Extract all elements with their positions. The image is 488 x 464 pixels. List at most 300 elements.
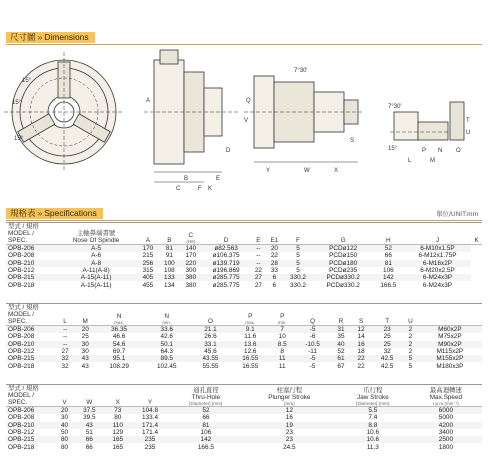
t1-cell: 6-M12x1.75P bbox=[418, 252, 457, 260]
column-header-k: K bbox=[471, 223, 482, 245]
model-cell: OPB-212 bbox=[8, 348, 35, 356]
label-U: U bbox=[466, 130, 471, 136]
t3-cell: 6000 bbox=[410, 407, 482, 415]
jaw-header-unit: [Diameter] (mm) bbox=[356, 401, 390, 406]
plunger-header-unit: (mm) bbox=[284, 401, 295, 406]
t3-cell: 171.4 bbox=[131, 422, 169, 429]
speed-header-cn: 最高迴轉速 bbox=[429, 387, 462, 394]
table-row bbox=[6, 407, 482, 415]
t1-cell: A-15(A-11) bbox=[80, 281, 112, 289]
side-view-drawing bbox=[144, 50, 239, 182]
t2-cell: 21.1 bbox=[191, 326, 231, 334]
t3-cell: 166.5 bbox=[197, 443, 214, 451]
table-row bbox=[6, 267, 482, 274]
model-cell: OPB-210 bbox=[6, 260, 55, 267]
column-header-f: F bbox=[283, 223, 313, 245]
unit-label: 單位/UNIT:mm bbox=[436, 211, 478, 218]
t2-cell: 25 bbox=[81, 333, 89, 341]
t2-cell: 33.6 bbox=[143, 326, 191, 334]
t1-cell: ø106.375 bbox=[212, 252, 240, 260]
label-X: X bbox=[334, 168, 339, 174]
t3-cell: 12 bbox=[243, 407, 336, 415]
model-header-line: 型式 / 規格 bbox=[8, 223, 39, 230]
plunger-header-en: Plunger Stroke bbox=[268, 394, 311, 401]
jaw-header-cn: 爪行程 bbox=[363, 387, 383, 394]
column-header-thru bbox=[169, 385, 243, 407]
t3-cell: 73 bbox=[104, 407, 131, 415]
model-cell: OPB-208 bbox=[8, 414, 35, 422]
t1-cell: 5 bbox=[283, 260, 313, 267]
model-cell: OPB-218 bbox=[8, 362, 35, 370]
t2-cell: 32 bbox=[61, 362, 69, 370]
t2-cell: 30 bbox=[75, 341, 95, 348]
t2-cell: 7 bbox=[270, 326, 294, 334]
label-D: D bbox=[226, 148, 231, 154]
specifications-tag bbox=[6, 208, 103, 219]
label-E: E bbox=[216, 176, 221, 182]
t1-cell: A-11(A-8) bbox=[82, 267, 110, 275]
t2-cell: 54.6 bbox=[95, 341, 143, 348]
t2-cell: 31 bbox=[331, 326, 351, 334]
column-subheader: min. bbox=[277, 320, 287, 325]
table-row bbox=[6, 274, 482, 281]
model-cell: OPB-208 bbox=[8, 252, 35, 260]
t1-cell: PCDø180 bbox=[313, 260, 373, 267]
t3-cell: 235 bbox=[144, 443, 156, 451]
t2-cell: 22 bbox=[351, 355, 371, 362]
model-cell: OPB-215 bbox=[6, 274, 55, 281]
t2-cell: -10.5 bbox=[294, 341, 331, 348]
spec-table-1 bbox=[6, 222, 482, 289]
table-row bbox=[6, 414, 482, 421]
model-cell: OPB-212 bbox=[8, 429, 35, 437]
t1-cell: ø139.719 bbox=[202, 260, 251, 267]
column-header-u: U bbox=[403, 304, 418, 326]
thru-header-unit: [Diameter] (mm) bbox=[189, 401, 223, 406]
label-A: A bbox=[146, 98, 151, 104]
t3-cell: 8.8 bbox=[336, 422, 410, 429]
label-P: P bbox=[422, 148, 427, 154]
t2-cell: 45.6 bbox=[204, 348, 217, 356]
t1-cell: 330.2 bbox=[283, 274, 313, 281]
column-header-n: N max. bbox=[95, 304, 143, 326]
label-Y: Y bbox=[266, 168, 271, 174]
t2-cell: 42.5 bbox=[380, 362, 394, 370]
column-header-jaw bbox=[336, 385, 410, 407]
t3-cell: 106 bbox=[200, 429, 212, 437]
t2-cell: 11 bbox=[278, 362, 286, 370]
t3-cell: 165 bbox=[112, 443, 124, 451]
t3-cell: 80 bbox=[114, 414, 122, 422]
column-header-p: P max. bbox=[230, 304, 270, 326]
column-header-e: E bbox=[251, 223, 266, 245]
t2-cell: M155x2P bbox=[418, 355, 482, 362]
t2-cell: 8.5 bbox=[270, 341, 294, 348]
t1-cell: 315 bbox=[142, 267, 154, 275]
dimension-drawings bbox=[4, 42, 484, 202]
table-row bbox=[6, 362, 482, 369]
t1-cell: 66 bbox=[384, 252, 392, 260]
table-row bbox=[6, 443, 482, 450]
model-header-line: MODEL / bbox=[8, 392, 35, 399]
t2-cell: 11.6 bbox=[244, 333, 257, 341]
front-view-drawing bbox=[4, 52, 124, 172]
t3-cell: 80 bbox=[55, 436, 74, 443]
t1-cell: 6 bbox=[266, 274, 283, 281]
t2-cell: 102.45 bbox=[156, 362, 177, 370]
t1-cell: 5 bbox=[296, 267, 300, 275]
t2-cell: M75x2P bbox=[438, 333, 462, 341]
double-chevron-icon: » bbox=[37, 32, 43, 42]
column-header-v: V bbox=[55, 385, 74, 407]
t1-cell: 166.5 bbox=[380, 281, 397, 289]
t1-cell: 27 bbox=[254, 281, 262, 289]
t2-cell: 16 bbox=[351, 341, 371, 348]
section-view-drawing bbox=[244, 76, 364, 162]
dimensions-label-en: Dimensions bbox=[44, 32, 89, 42]
t1-cell: 27 bbox=[251, 274, 266, 281]
t3-cell: 43 bbox=[74, 422, 104, 429]
t3-cell: 23 bbox=[285, 429, 293, 437]
t1-cell: 5 bbox=[283, 245, 313, 253]
model-header-line: 型式 / 規格 bbox=[8, 304, 39, 311]
t2-cell: 22 bbox=[357, 362, 365, 370]
model-cell: OPB-218 bbox=[8, 281, 35, 289]
column-header-t: T bbox=[371, 304, 403, 326]
t1-cell: 6-M16x2P bbox=[404, 260, 472, 267]
t1-cell: 134 bbox=[164, 281, 175, 289]
t2-cell: -- bbox=[55, 341, 75, 348]
t2-cell: 2 bbox=[408, 333, 413, 341]
t3-cell: 52 bbox=[169, 407, 243, 415]
t1-cell: 20 bbox=[266, 245, 283, 253]
t3-cell: 30 bbox=[61, 414, 69, 422]
t2-cell: 16.55 bbox=[242, 362, 259, 370]
t2-cell: 25 bbox=[371, 341, 403, 348]
table-row bbox=[6, 252, 482, 259]
t1-cell: ø82.563 bbox=[202, 245, 251, 253]
t1-cell: PCDø122 bbox=[313, 245, 373, 253]
t1-cell: 170 bbox=[137, 245, 158, 253]
t1-cell: ø285.775 bbox=[202, 274, 251, 281]
t1-cell: ø285.775 bbox=[212, 281, 240, 289]
model-cell: OPB-215 bbox=[6, 355, 55, 362]
t3-cell: 1800 bbox=[438, 443, 453, 451]
label-B: B bbox=[184, 176, 189, 182]
model-header-line: SPEC. bbox=[8, 318, 28, 325]
t3-cell: 39.5 bbox=[83, 414, 96, 422]
model-cell: OPB-206 bbox=[6, 407, 55, 415]
t1-cell: 106 bbox=[383, 267, 394, 275]
label-F: F bbox=[198, 186, 202, 192]
label-W: W bbox=[304, 168, 310, 174]
column-header-y: Y bbox=[131, 385, 169, 407]
t1-cell: 5 bbox=[296, 252, 300, 260]
label-N: N bbox=[438, 148, 443, 154]
model-cell: OPB-218 bbox=[8, 443, 35, 451]
model-cell: OPB-210 bbox=[6, 341, 55, 348]
t3-cell: 20 bbox=[55, 407, 74, 415]
t2-cell: 8 bbox=[280, 348, 284, 356]
column-header-b: B bbox=[159, 223, 180, 245]
t1-cell: PCDø330.2 bbox=[313, 274, 373, 281]
t2-cell: 12 bbox=[351, 326, 371, 334]
table-row bbox=[6, 260, 482, 267]
model-header-line: MODEL / bbox=[8, 230, 35, 237]
nose-header-cn: 主軸鼻端書號 bbox=[76, 230, 116, 237]
t2-cell: 16.55 bbox=[230, 355, 270, 362]
t2-cell: M180x3P bbox=[436, 362, 464, 370]
t3-cell: 133.4 bbox=[142, 414, 159, 422]
t1-cell: 108 bbox=[164, 267, 175, 275]
t3-cell: 3400 bbox=[438, 429, 453, 437]
t3-cell: 2500 bbox=[410, 436, 482, 443]
t1-cell: 256 bbox=[137, 260, 158, 267]
t1-cell: PCDø330.2 bbox=[326, 281, 360, 289]
t1-cell: 6-M20x2.5P bbox=[420, 267, 455, 275]
spec-table-2 bbox=[6, 303, 482, 370]
t3-cell: 51 bbox=[85, 429, 93, 437]
model-cell: OPB-215 bbox=[6, 436, 55, 443]
t2-cell: 27 bbox=[61, 348, 69, 356]
specifications-section-header bbox=[6, 208, 482, 221]
t3-cell: 10.6 bbox=[336, 436, 410, 443]
t2-cell: 23 bbox=[371, 326, 403, 334]
t1-cell: 33 bbox=[270, 267, 278, 275]
t2-cell: 20 bbox=[75, 326, 95, 334]
t2-cell: -- bbox=[55, 326, 75, 334]
t2-cell: 25 bbox=[383, 333, 391, 341]
model-cell: OPB-206 bbox=[6, 326, 55, 334]
table-row bbox=[6, 281, 482, 288]
angle-label-7-30-b: 7°30' bbox=[388, 104, 402, 110]
t1-cell: 100 bbox=[159, 260, 180, 267]
t2-cell: 67 bbox=[337, 362, 345, 370]
t2-cell: 9.1 bbox=[230, 326, 270, 334]
label-M: M bbox=[430, 158, 435, 164]
column-subheader: min. bbox=[162, 320, 172, 325]
specifications-label-cn: 規格表 bbox=[10, 208, 36, 218]
column-header-e1: E1 bbox=[266, 223, 283, 245]
table-row bbox=[6, 422, 482, 429]
t3-cell: 142 bbox=[169, 436, 243, 443]
t2-cell: 32 bbox=[55, 355, 75, 362]
t1-cell: A-8 bbox=[55, 260, 137, 267]
t3-cell: 11.3 bbox=[366, 443, 379, 451]
t1-cell: 170 bbox=[185, 252, 197, 260]
t3-cell: 5000 bbox=[438, 414, 453, 422]
t1-cell: 380 bbox=[180, 274, 201, 281]
label-Q: Q bbox=[246, 98, 251, 104]
t2-cell: 2 bbox=[408, 348, 413, 356]
angle-label-7-30: 7°30' bbox=[294, 68, 308, 74]
t1-cell: A-5 bbox=[55, 245, 137, 253]
t2-cell: 30 bbox=[81, 348, 89, 356]
t3-cell: 66 bbox=[202, 414, 210, 422]
model-header-line: SPEC. bbox=[8, 237, 28, 244]
table-row bbox=[6, 348, 482, 355]
t3-cell: 66 bbox=[85, 443, 93, 451]
model-cell: OPB-210 bbox=[6, 422, 55, 429]
t1-cell: 22 bbox=[254, 267, 262, 275]
t1-cell: 140 bbox=[180, 245, 201, 253]
t1-cell: 81 bbox=[159, 245, 180, 253]
double-chevron-icon: » bbox=[37, 208, 43, 218]
t3-cell: 110 bbox=[104, 422, 131, 429]
column-header-speed bbox=[410, 385, 482, 407]
t2-cell: 89.5 bbox=[143, 355, 191, 362]
speed-header-unit: r.p.m.(min⁻¹) bbox=[432, 401, 459, 406]
t2-cell: 95.1 bbox=[95, 355, 143, 362]
model-header-cell bbox=[6, 223, 55, 245]
column-header-x: X bbox=[104, 385, 131, 407]
t2-cell: 43 bbox=[75, 355, 95, 362]
t2-cell: M60x2P bbox=[418, 326, 482, 334]
t1-cell: 133 bbox=[159, 274, 180, 281]
t1-cell: ø196.869 bbox=[212, 267, 240, 275]
t2-cell: -5 bbox=[294, 326, 331, 334]
column-header-n: N min. bbox=[143, 304, 191, 326]
model-header-cell bbox=[6, 304, 55, 326]
column-header-q: Q bbox=[294, 304, 331, 326]
t2-cell: -11 bbox=[308, 348, 317, 356]
t2-cell: 46.6 bbox=[112, 333, 126, 341]
t2-cell: 14 bbox=[357, 333, 365, 341]
t1-cell: PCDø150 bbox=[329, 252, 358, 260]
speed-header-en: Max.Speed bbox=[429, 394, 463, 401]
thru-header-cn: 通孔直徑 bbox=[193, 387, 219, 394]
column-header-plunger bbox=[243, 385, 336, 407]
t2-cell: M90x2P bbox=[418, 341, 482, 348]
label-S: S bbox=[350, 138, 355, 144]
column-header-j: J bbox=[404, 223, 472, 245]
column-header-s: S bbox=[351, 304, 371, 326]
table-row bbox=[6, 333, 482, 340]
dimensions-label-cn: 尺寸圖 bbox=[10, 32, 36, 42]
t2-cell: 50.1 bbox=[143, 341, 191, 348]
t3-cell: 5.5 bbox=[336, 407, 410, 415]
t1-cell: 52 bbox=[373, 245, 403, 253]
column-header-d: D bbox=[202, 223, 251, 245]
t3-cell: 4200 bbox=[410, 422, 482, 429]
model-header-line: 型式 / 規格 bbox=[8, 385, 39, 392]
column-header-l: L bbox=[55, 304, 75, 326]
angle-label-15-c: 15° bbox=[14, 136, 24, 142]
spec-table-3 bbox=[6, 384, 482, 451]
table-row bbox=[6, 429, 482, 436]
label-O: O bbox=[456, 148, 461, 154]
t1-cell: A-15(A-11) bbox=[55, 274, 137, 281]
t1-cell: PCDø235 bbox=[329, 267, 358, 275]
label-K: K bbox=[208, 186, 213, 192]
t2-cell: 35 bbox=[337, 333, 345, 341]
table-row bbox=[6, 341, 482, 348]
t3-cell: 16 bbox=[285, 414, 293, 422]
t1-cell: -- bbox=[251, 260, 266, 267]
label-V: V bbox=[244, 118, 249, 124]
t2-cell: 12.6 bbox=[244, 348, 257, 356]
t2-cell: 2 bbox=[403, 341, 418, 348]
t1-cell: -- bbox=[251, 245, 266, 253]
t2-cell: -5 bbox=[294, 355, 331, 362]
column-subheader: max. bbox=[114, 320, 125, 325]
t1-cell: 142 bbox=[373, 274, 403, 281]
t2-cell: -5 bbox=[309, 362, 316, 370]
t1-cell: 300 bbox=[185, 267, 197, 275]
model-header-line: SPEC. bbox=[8, 399, 28, 406]
label-L: L bbox=[408, 158, 412, 164]
t3-cell: 19 bbox=[243, 422, 336, 429]
t1-cell: A-6 bbox=[91, 252, 102, 260]
plunger-header-cn: 柱塞行程 bbox=[276, 387, 303, 394]
c-unit-label: (H6) bbox=[186, 239, 196, 244]
column-header-blank bbox=[418, 304, 482, 326]
t2-cell: 43 bbox=[81, 362, 89, 370]
t3-cell: 104.8 bbox=[131, 407, 169, 415]
t2-cell: 2 bbox=[403, 326, 418, 334]
label-T: T bbox=[466, 118, 470, 124]
t1-cell: 220 bbox=[180, 260, 201, 267]
model-cell: OPB-212 bbox=[8, 267, 35, 275]
t1-cell: 22 bbox=[270, 252, 278, 260]
t3-cell: 50 bbox=[61, 429, 69, 437]
label-C: C bbox=[176, 186, 181, 192]
t3-cell: 81 bbox=[169, 422, 243, 429]
t3-cell: 235 bbox=[131, 436, 169, 443]
t3-cell: 7.4 bbox=[368, 414, 378, 422]
t2-cell: 32 bbox=[383, 348, 391, 356]
t1-cell: 6-M24x3P bbox=[404, 274, 472, 281]
t1-cell: 405 bbox=[137, 274, 158, 281]
column-header-p: P min. bbox=[270, 304, 294, 326]
t2-cell: 36.35 bbox=[95, 326, 143, 334]
t1-cell: 6 bbox=[272, 281, 277, 289]
nose-header-cell bbox=[55, 223, 137, 245]
column-header-m: M bbox=[75, 304, 95, 326]
t3-cell: 129 bbox=[112, 429, 124, 437]
t2-cell: -- bbox=[62, 333, 68, 341]
t3-cell: 66 bbox=[74, 436, 104, 443]
angle-label-15-a: 15° bbox=[22, 78, 32, 84]
t2-cell: M115x2P bbox=[436, 348, 464, 356]
column-subheader: max. bbox=[245, 320, 256, 325]
t3-cell: 80 bbox=[61, 443, 69, 451]
t3-cell: 37.5 bbox=[74, 407, 104, 415]
model-cell: OPB-208 bbox=[8, 333, 35, 341]
t2-cell: 42.5 bbox=[371, 355, 403, 362]
t3-cell: 24.5 bbox=[283, 443, 296, 451]
t2-cell: 42.6 bbox=[160, 333, 173, 341]
column-header-h: H bbox=[373, 223, 403, 245]
t3-cell: 165 bbox=[104, 436, 131, 443]
t2-cell: 5 bbox=[408, 362, 413, 370]
t1-cell: 455 bbox=[142, 281, 154, 289]
model-header-cell bbox=[6, 385, 55, 407]
table-row bbox=[6, 245, 482, 253]
t2-cell: 33.1 bbox=[191, 341, 231, 348]
t3-cell: 23 bbox=[243, 436, 336, 443]
table-row bbox=[6, 326, 482, 334]
table-row bbox=[6, 355, 482, 362]
t3-cell: 40 bbox=[55, 422, 74, 429]
thru-header-en: Thru-Hole bbox=[191, 394, 221, 401]
t1-cell: 330.2 bbox=[289, 281, 306, 289]
t1-cell: 380 bbox=[185, 281, 197, 289]
t2-cell: 55.55 bbox=[202, 362, 219, 370]
specifications-label-en: Specifications bbox=[44, 208, 97, 218]
t2-cell: 40 bbox=[331, 341, 351, 348]
model-header-line: MODEL / bbox=[8, 311, 35, 318]
